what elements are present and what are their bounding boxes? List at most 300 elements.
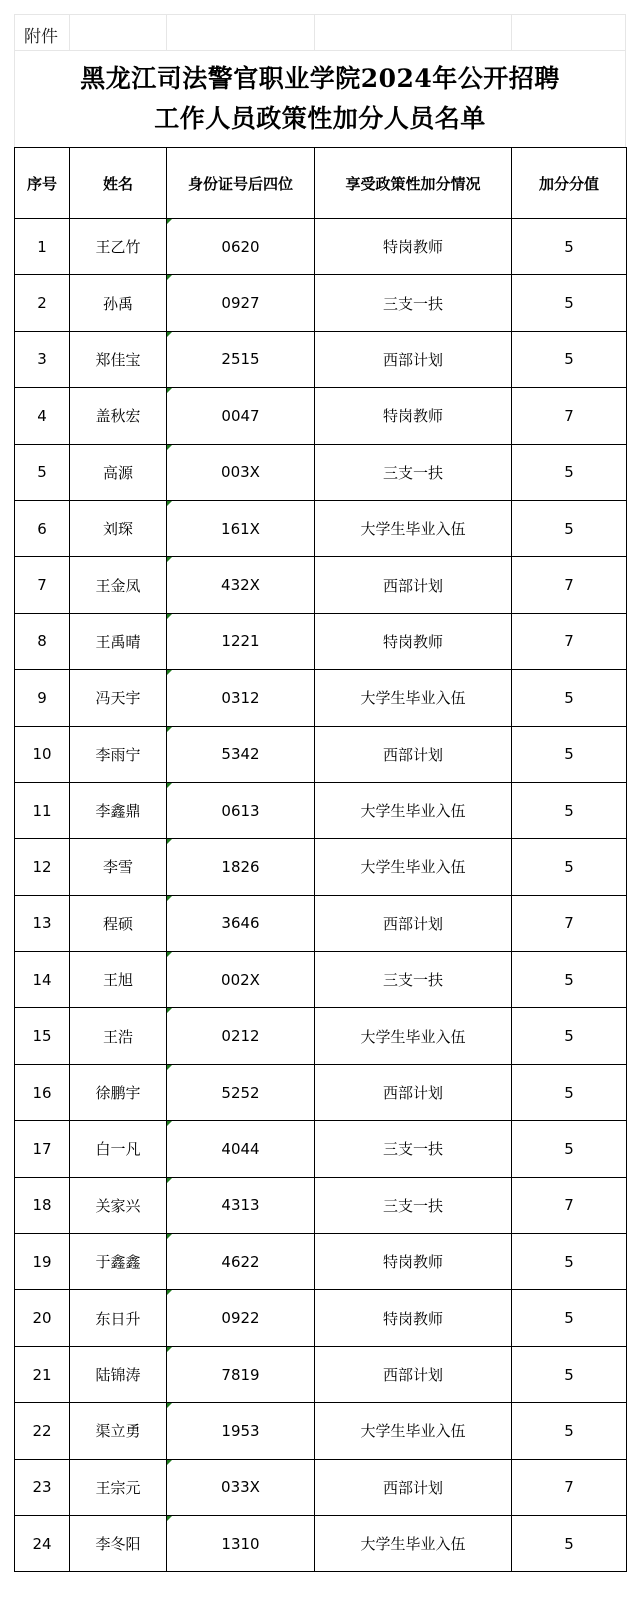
text-format-marker-icon	[167, 1008, 172, 1013]
attachment-row	[14, 14, 626, 50]
cell-id-last4	[167, 1403, 315, 1459]
table-row	[15, 1290, 627, 1346]
cell-score	[512, 500, 627, 556]
cell-number	[15, 782, 70, 838]
table-row	[15, 388, 627, 444]
text-format-marker-icon	[167, 952, 172, 957]
cell-policy-text: 大学生毕业入伍	[360, 802, 466, 821]
cell-name	[70, 219, 167, 275]
cell-name	[70, 1403, 167, 1459]
cell-policy	[315, 219, 512, 275]
cell-name	[70, 500, 167, 556]
cell-id-last4	[167, 1515, 315, 1571]
cell-name	[70, 613, 167, 669]
cell-score	[512, 331, 627, 387]
cell-id-last4	[167, 1346, 315, 1402]
cell-number-text: 14	[32, 970, 52, 989]
cell-name	[70, 1346, 167, 1402]
cell-score	[512, 388, 627, 444]
cell-score	[512, 1290, 627, 1346]
cell-score-text: 5	[564, 1365, 574, 1384]
cell-policy-text: 三支一扶	[382, 971, 443, 990]
cell-id-last4-text: 5342	[221, 745, 260, 764]
table-row	[15, 1515, 627, 1571]
text-format-marker-icon	[167, 1178, 172, 1183]
cell-number-text: 18	[32, 1196, 52, 1215]
cell-name	[70, 1515, 167, 1571]
table-row	[15, 1064, 627, 1120]
cell-name-text: 李鑫鼎	[95, 802, 141, 821]
cell-id-last4	[167, 557, 315, 613]
cell-number-text: 22	[32, 1421, 52, 1440]
cell-name-text: 王旭	[102, 971, 133, 990]
cell-id-last4	[167, 219, 315, 275]
cell-number	[15, 839, 70, 895]
cell-policy-text: 西部计划	[382, 1478, 443, 1497]
cell-name	[70, 1234, 167, 1290]
spreadsheet	[14, 14, 626, 1572]
cell-number	[15, 1064, 70, 1120]
text-format-marker-icon	[167, 219, 172, 224]
cell-number-text: 3	[37, 350, 47, 369]
cell-score	[512, 1459, 627, 1515]
cell-number-text: 12	[32, 857, 52, 876]
cell-score-text: 5	[564, 1534, 574, 1553]
cell-policy	[315, 670, 512, 726]
cell-name	[70, 782, 167, 838]
cell-name-text: 高源	[102, 463, 133, 482]
table-row	[15, 1459, 627, 1515]
cell-id-last4	[167, 1064, 315, 1120]
cell-id-last4-text: 033X	[221, 1478, 260, 1497]
table-row	[15, 1234, 627, 1290]
cell-score	[512, 1177, 627, 1233]
cell-score	[512, 782, 627, 838]
text-format-marker-icon	[167, 896, 172, 901]
cell-policy-text: 西部计划	[382, 576, 443, 595]
cell-score-text: 5	[564, 294, 574, 313]
cell-score-text: 5	[564, 801, 574, 820]
cell-number	[15, 1515, 70, 1571]
cell-score	[512, 726, 627, 782]
cell-score-text: 5	[564, 1027, 574, 1046]
cell-policy-text: 大学生毕业入伍	[360, 1422, 466, 1441]
cell-score-text: 5	[564, 237, 574, 256]
cell-name-text: 于鑫鑫	[95, 1253, 141, 1272]
cell-policy	[315, 557, 512, 613]
cell-policy	[315, 275, 512, 331]
cell-id-last4	[167, 782, 315, 838]
cell-score	[512, 275, 627, 331]
cell-name-text: 东日升	[95, 1309, 141, 1328]
cell-name	[70, 839, 167, 895]
cell-name	[70, 670, 167, 726]
cell-score	[512, 1121, 627, 1177]
cell-policy-text: 大学生毕业入伍	[360, 1027, 466, 1046]
cell-policy	[315, 952, 512, 1008]
cell-score-text: 5	[564, 1139, 574, 1158]
text-format-marker-icon	[167, 1460, 172, 1465]
cell-policy-text: 特岗教师	[382, 407, 443, 426]
cell-policy	[315, 1515, 512, 1571]
text-format-marker-icon	[167, 783, 172, 788]
cell-id-last4-text: 0047	[221, 406, 260, 425]
table-row	[15, 670, 627, 726]
cell-score-text: 5	[564, 745, 574, 764]
cell-number	[15, 1290, 70, 1346]
cell-policy-text: 大学生毕业入伍	[360, 858, 466, 877]
cell-number-text: 2	[37, 294, 47, 313]
cell-name	[70, 444, 167, 500]
cell-name	[70, 1008, 167, 1064]
cell-name-text: 盖秋宏	[95, 407, 141, 426]
cell-number	[15, 388, 70, 444]
cell-score-text: 7	[564, 1196, 574, 1215]
cell-id-last4	[167, 1121, 315, 1177]
cell-number-text: 20	[32, 1309, 52, 1328]
cell-name	[70, 557, 167, 613]
cell-id-last4	[167, 613, 315, 669]
cell-number-text: 8	[37, 632, 47, 651]
cell-score	[512, 1008, 627, 1064]
cell-id-last4	[167, 444, 315, 500]
cell-number	[15, 500, 70, 556]
text-format-marker-icon	[167, 275, 172, 280]
cell-score	[512, 1064, 627, 1120]
cell-score-text: 7	[564, 632, 574, 651]
table-row	[15, 726, 627, 782]
cell-score	[512, 895, 627, 951]
cell-policy	[315, 782, 512, 838]
cell-id-last4	[167, 500, 315, 556]
cell-id-last4-text: 0312	[221, 688, 260, 707]
cell-id-last4-text: 0613	[221, 801, 260, 820]
cell-policy	[315, 500, 512, 556]
cell-id-last4	[167, 1459, 315, 1515]
cell-policy	[315, 1177, 512, 1233]
cell-name-text: 渠立勇	[95, 1422, 141, 1441]
text-format-marker-icon	[167, 332, 172, 337]
cell-number	[15, 1346, 70, 1402]
bonus-table	[14, 147, 627, 1572]
cell-number-text: 6	[37, 519, 47, 538]
table-row	[15, 1008, 627, 1064]
cell-id-last4-text: 3646	[221, 914, 260, 933]
cell-id-last4-text: 0927	[221, 294, 260, 313]
cell-name-text: 郑佳宝	[95, 350, 141, 369]
cell-id-last4-text: 432X	[221, 576, 260, 595]
cell-name-text: 李冬阳	[95, 1535, 141, 1554]
cell-number-text: 15	[32, 1027, 52, 1046]
cell-number	[15, 952, 70, 1008]
text-format-marker-icon	[167, 388, 172, 393]
cell-name	[70, 1459, 167, 1515]
cell-policy	[315, 1346, 512, 1402]
cell-name	[70, 1290, 167, 1346]
cell-score	[512, 557, 627, 613]
cell-number-text: 5	[37, 463, 47, 482]
cell-id-last4-text: 2515	[221, 350, 260, 369]
header-policy: 享受政策性加分情况	[315, 148, 512, 219]
table-row	[15, 444, 627, 500]
cell-score	[512, 1403, 627, 1459]
table-row	[15, 1403, 627, 1459]
cell-id-last4-text: 0620	[221, 237, 260, 256]
cell-number-text: 24	[32, 1534, 52, 1553]
cell-number-text: 13	[32, 914, 52, 933]
cell-name-text: 程硕	[102, 914, 133, 933]
cell-score	[512, 952, 627, 1008]
cell-id-last4	[167, 670, 315, 726]
cell-name-text: 孙禹	[102, 294, 133, 313]
cell-number	[15, 557, 70, 613]
text-format-marker-icon	[167, 1234, 172, 1239]
cell-name	[70, 331, 167, 387]
cell-policy-text: 三支一扶	[382, 463, 443, 482]
cell-name-text: 李雪	[102, 858, 133, 877]
cell-number	[15, 613, 70, 669]
cell-score	[512, 444, 627, 500]
cell-score	[512, 839, 627, 895]
attachment-label: 附件	[24, 27, 58, 47]
cell-policy	[315, 1008, 512, 1064]
cell-policy-text: 特岗教师	[382, 1253, 443, 1272]
cell-score-text: 5	[564, 519, 574, 538]
cell-id-last4-text: 1953	[221, 1421, 260, 1440]
cell-score-text: 5	[564, 463, 574, 482]
table-row	[15, 331, 627, 387]
cell-score	[512, 1515, 627, 1571]
cell-policy-text: 西部计划	[382, 350, 443, 369]
text-format-marker-icon	[167, 1290, 172, 1295]
cell-id-last4-text: 1826	[221, 857, 260, 876]
cell-score-text: 5	[564, 1083, 574, 1102]
cell-score-text: 5	[564, 1252, 574, 1271]
cell-score	[512, 670, 627, 726]
table-row	[15, 1121, 627, 1177]
cell-policy	[315, 1064, 512, 1120]
header-name: 姓名	[70, 148, 167, 219]
cell-number-text: 7	[37, 576, 47, 595]
header-score: 加分分值	[512, 148, 627, 219]
cell-name	[70, 726, 167, 782]
cell-score-text: 5	[564, 350, 574, 369]
cell-number-text: 17	[32, 1139, 52, 1158]
text-format-marker-icon	[167, 1347, 172, 1352]
cell-number	[15, 1459, 70, 1515]
cell-id-last4-text: 003X	[221, 463, 260, 482]
cell-name-text: 冯天宇	[95, 689, 141, 708]
cell-name-text: 王禹晴	[95, 632, 141, 651]
table-row	[15, 1346, 627, 1402]
cell-score	[512, 219, 627, 275]
cell-policy	[315, 726, 512, 782]
cell-score-text: 7	[564, 1478, 574, 1497]
cell-id-last4	[167, 839, 315, 895]
table-header-row	[15, 148, 627, 219]
table-row	[15, 782, 627, 838]
cell-name	[70, 1177, 167, 1233]
header-id-last4: 身份证号后四位	[167, 148, 315, 219]
cell-id-last4-text: 1221	[221, 632, 260, 651]
cell-id-last4-text: 0212	[221, 1027, 260, 1046]
cell-number	[15, 219, 70, 275]
cell-name	[70, 275, 167, 331]
cell-policy-text: 三支一扶	[382, 1196, 443, 1215]
table-row	[15, 1177, 627, 1233]
cell-id-last4	[167, 388, 315, 444]
cell-policy	[315, 895, 512, 951]
cell-name-text: 王宗元	[95, 1478, 141, 1497]
cell-policy-text: 大学生毕业入伍	[360, 689, 466, 708]
cell-policy	[315, 613, 512, 669]
cell-id-last4	[167, 1290, 315, 1346]
cell-name-text: 陆锦涛	[95, 1366, 141, 1384]
cell-number-text: 4	[37, 406, 47, 425]
cell-score-text: 5	[564, 857, 574, 876]
text-format-marker-icon	[167, 727, 172, 732]
cell-score-text: 5	[564, 1421, 574, 1440]
cell-id-last4-text: 5252	[221, 1083, 260, 1102]
cell-score-text: 5	[564, 1309, 574, 1328]
cell-policy-text: 三支一扶	[382, 1140, 443, 1159]
table-row	[15, 557, 627, 613]
cell-id-last4	[167, 1177, 315, 1233]
cell-policy	[315, 444, 512, 500]
cell-id-last4-text: 4044	[221, 1139, 260, 1158]
table-body	[15, 219, 627, 1572]
table-row	[15, 219, 627, 275]
cell-policy-text: 西部计划	[382, 914, 443, 933]
cell-id-last4-text: 0922	[221, 1309, 260, 1328]
cell-number-text: 11	[32, 801, 52, 820]
cell-number	[15, 444, 70, 500]
cell-number	[15, 275, 70, 331]
text-format-marker-icon	[167, 1516, 172, 1521]
cell-id-last4	[167, 952, 315, 1008]
cell-id-last4-text: 1310	[221, 1534, 260, 1553]
cell-number-text: 10	[32, 745, 52, 764]
cell-policy-text: 西部计划	[382, 1084, 443, 1103]
text-format-marker-icon	[167, 445, 172, 450]
text-format-marker-icon	[167, 614, 172, 619]
cell-id-last4	[167, 895, 315, 951]
text-format-marker-icon	[167, 557, 172, 562]
cell-score-text: 5	[564, 688, 574, 707]
cell-policy-text: 特岗教师	[382, 238, 443, 257]
cell-policy-text: 西部计划	[382, 1366, 443, 1384]
cell-score	[512, 1346, 627, 1402]
cell-policy	[315, 1403, 512, 1459]
cell-policy	[315, 331, 512, 387]
cell-number-text: 19	[32, 1252, 52, 1271]
cell-name	[70, 1064, 167, 1120]
cell-id-last4	[167, 1008, 315, 1064]
text-format-marker-icon	[167, 839, 172, 844]
cell-number-text: 9	[37, 688, 47, 707]
cell-score-text: 7	[564, 576, 574, 595]
cell-name-text: 王乙竹	[95, 238, 141, 257]
cell-policy-text: 大学生毕业入伍	[360, 520, 466, 539]
cell-policy	[315, 1234, 512, 1290]
cell-name	[70, 1121, 167, 1177]
cell-name-text: 李雨宁	[95, 745, 141, 764]
cell-id-last4	[167, 275, 315, 331]
cell-number	[15, 895, 70, 951]
cell-policy-text: 西部计划	[382, 745, 443, 764]
cell-name-text: 白一凡	[95, 1140, 141, 1159]
cell-score	[512, 613, 627, 669]
cell-number-text: 23	[32, 1478, 52, 1497]
title-line-1: 黑龙江司法警官职业学院2024年公开招聘	[80, 64, 560, 93]
cell-number	[15, 1008, 70, 1064]
cell-score-text: 7	[564, 406, 574, 425]
cell-policy-text: 特岗教师	[382, 1309, 443, 1328]
cell-number	[15, 670, 70, 726]
cell-id-last4-text: 4622	[221, 1252, 260, 1271]
cell-score-text: 5	[564, 970, 574, 989]
cell-policy-text: 三支一扶	[382, 294, 443, 313]
table-row	[15, 952, 627, 1008]
cell-policy-text: 大学生毕业入伍	[360, 1535, 466, 1554]
cell-number	[15, 1234, 70, 1290]
table-row	[15, 839, 627, 895]
cell-policy	[315, 1459, 512, 1515]
cell-number-text: 16	[32, 1083, 52, 1102]
cell-number	[15, 1177, 70, 1233]
cell-name-text: 徐鹏宇	[95, 1084, 141, 1103]
cell-id-last4	[167, 331, 315, 387]
cell-name-text: 刘琛	[102, 520, 133, 539]
cell-policy	[315, 1290, 512, 1346]
table-row	[15, 275, 627, 331]
document-title	[14, 50, 626, 147]
cell-policy	[315, 839, 512, 895]
cell-score	[512, 1234, 627, 1290]
table-row	[15, 613, 627, 669]
cell-id-last4-text: 161X	[221, 519, 260, 538]
cell-number	[15, 1121, 70, 1177]
cell-number-text: 21	[32, 1365, 52, 1384]
table-row	[15, 500, 627, 556]
header-number: 序号	[15, 148, 70, 219]
cell-name	[70, 895, 167, 951]
cell-policy-text: 特岗教师	[382, 632, 443, 651]
title-line-2: 工作人员政策性加分人员名单	[154, 104, 486, 133]
text-format-marker-icon	[167, 501, 172, 506]
cell-number	[15, 1403, 70, 1459]
cell-id-last4-text: 002X	[221, 970, 260, 989]
cell-score-text: 7	[564, 914, 574, 933]
cell-name	[70, 388, 167, 444]
text-format-marker-icon	[167, 1403, 172, 1408]
cell-number-text: 1	[37, 237, 47, 256]
cell-number	[15, 726, 70, 782]
cell-name	[70, 952, 167, 1008]
cell-id-last4	[167, 1234, 315, 1290]
cell-name-text: 王金凤	[95, 576, 141, 595]
cell-number	[15, 331, 70, 387]
cell-name-text: 王浩	[102, 1027, 133, 1046]
text-format-marker-icon	[167, 1121, 172, 1126]
cell-policy	[315, 388, 512, 444]
cell-id-last4-text: 7819	[221, 1365, 260, 1384]
table-row	[15, 895, 627, 951]
cell-policy	[315, 1121, 512, 1177]
text-format-marker-icon	[167, 1065, 172, 1070]
cell-name-text: 关家兴	[95, 1196, 141, 1215]
cell-id-last4	[167, 726, 315, 782]
